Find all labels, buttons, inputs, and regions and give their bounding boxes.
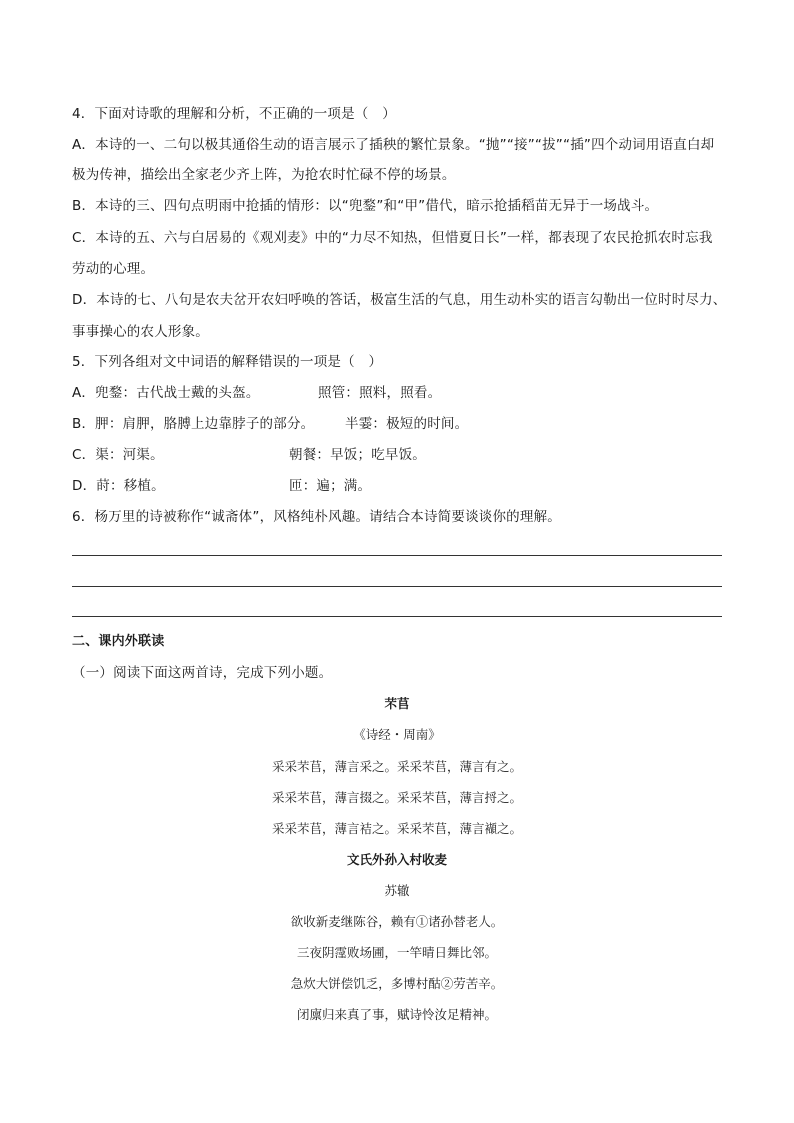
question-6-stem: 6．杨万里的诗被称作“诚斋体”，风格纯朴风趣。请结合本诗简要谈谈你的理解。 [72,509,561,525]
question-5-option-a-right: 照管：照料，照看。 [318,385,442,401]
question-5-stem: 5．下列各组对文中词语的解释错误的一项是（ ） [72,354,383,370]
question-4-option-a-line1: A．本诗的一、二句以极其通俗生动的语言展示了插秧的繁忙景象。“抛”“接”“拔”“插”四个动词用语直白却 [72,137,715,153]
section-2-intro: （一）阅读下面这两首诗，完成下列小题。 [72,665,333,681]
question-4-option-d-line2: 事事操心的农人形象。 [72,324,209,340]
poem-2-line-2: 三夜阴霪败场圃，一竿晴日舞比邻。 [296,945,497,960]
answer-line-3[interactable] [72,616,722,617]
answer-line-2[interactable] [72,586,722,587]
question-4-option-b: B．本诗的三、四句点明雨中抢插的情形：以“兜鍪”和“甲”借代，暗示抢插稻苗无异于一场战斗。 [72,198,659,214]
question-4-option-d-line1: D．本诗的七、八句是农夫岔开农妇呼唤的答话，极富生活的气息，用生动朴实的语言勾勒出一位时时尽力、 [72,292,727,308]
poem-2-title: 文氏外孙入村收麦 [346,852,447,867]
question-5-option-b-left: B．胛：肩胛，胳膊上边靠脖子的部分。 [72,416,315,432]
question-5-option-c-left: C．渠：河渠。 [72,447,164,463]
question-5-option-c [72,445,724,465]
question-4-option-c-line2: 劳动的心理。 [72,261,155,277]
poem-1-source: 《诗经・周南》 [353,727,441,742]
question-5-option-c-right: 朝餐：早饭；吃早饭。 [289,447,426,463]
poem-1-line-1: 采采芣苢，薄言采之。采采芣苢，薄言有之。 [271,759,522,774]
poem-2-author: 苏辙 [384,883,410,898]
question-4-option-c-line1: C．本诗的五、六与白居易的《观刈麦》中的“力尽不知热，但惜夏日长”一样，都表现了农民抢抓农时忘我 [72,230,713,246]
poem-1-title: 芣苢 [384,696,410,711]
question-4-option-a-line2: 极为传神，描绘出全家老少齐上阵，为抢农时忙碌不停的场景。 [72,167,456,183]
question-5-option-d-left: D．莳：移植。 [72,478,165,494]
poem-1-line-2: 采采芣苢，薄言掇之。采采芣苢，薄言捋之。 [271,790,522,805]
poem-2-line-3: 急炊大饼偿饥乏，多博村酤②劳苦辛。 [290,976,504,991]
question-5-option-d-right: 匝：遍；满。 [289,478,372,494]
question-5-option-a [72,383,724,403]
question-5-option-b-right: 半霎：极短的时间。 [345,416,469,432]
answer-line-1[interactable] [72,555,722,556]
question-4-stem: 4．下面对诗歌的理解和分析，不正确的一项是（ ） [72,106,396,122]
question-5-option-b [72,414,724,434]
poem-2-line-1: 欲收新麦继陈谷，赖有①诸孙替老人。 [290,914,504,929]
question-5-option-a-left: A．兜鍪：古代战士戴的头盔。 [72,385,260,401]
question-5-option-d [72,476,724,496]
section-2-heading: 二、课内外联读 [72,634,165,649]
poem-2-line-4: 闭廪归来真了事，赋诗怜汝足精神。 [296,1007,497,1022]
poem-1-line-3: 采采芣苢，薄言袺之。采采芣苢，薄言襭之。 [271,821,522,836]
